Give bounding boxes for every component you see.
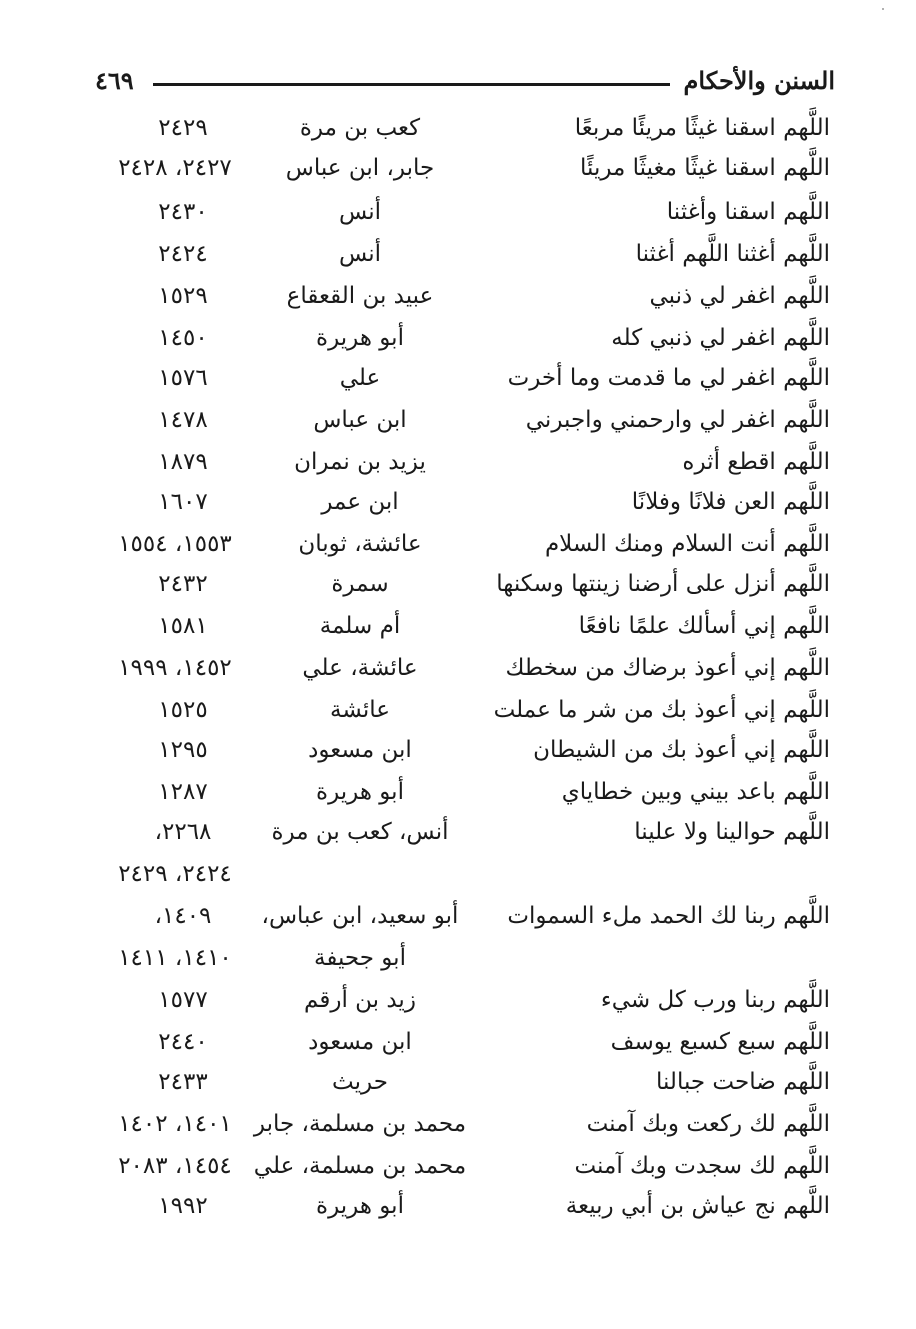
entry-refs: ١٤٥٠ [158,325,208,351]
index-entry [0,148,916,188]
entry-narrator: كعب بن مرة [299,115,421,141]
entry-refs: ٢٢٦٨، [154,819,212,845]
entry-narrator: أبو هريرة [316,1193,404,1219]
index-entry [0,482,916,522]
entry-refs: ٢٤٣٠ [158,199,208,225]
entry-narrator: حريث [332,1069,388,1095]
entry-narrator: عبيد بن القعقاع [286,283,434,309]
entry-narrator: ابن عمر [321,489,399,515]
entry-text: اللَّهم لك سجدت وبك آمنت [574,1153,830,1179]
entry-text: اللَّهم اسقنا غيثًا مغيثًا مريئًا [580,155,830,181]
entry-text: اللَّهم أنزل على أرضنا زينتها وسكنها [496,571,830,597]
entry-refs: ٢٤٢٧، ٢٤٢٨ [118,155,232,181]
entry-narrator: أنس [338,241,382,267]
entry-text: اللَّهم أغثنا اللَّهم أغثنا [635,241,830,267]
index-entry [0,980,916,1020]
entry-refs: ٢٤٢٤ [158,241,208,267]
entry-text: اللَّهم باعد بيني وبين خطاياي [561,779,830,805]
entry-refs: ١٨٧٩ [158,449,208,475]
entry-text: اللَّهم اغفر لي ذنبي [649,283,830,309]
page-header [95,66,835,106]
entry-refs: ١٤٥٤، ٢٠٨٣ [118,1153,232,1179]
index-entry [0,108,916,148]
entry-text: اللَّهم ربنا لك الحمد ملء السموات [507,903,830,929]
entry-text: اللَّهم اسقنا وأغثنا [666,199,830,225]
index-entry [0,524,916,564]
entry-refs: ١٥٧٧ [158,987,208,1013]
entry-text: اللَّهم إني أعوذ برضاك من سخطك [505,655,830,681]
entry-text: اللَّهم سبع كسبع يوسف [610,1029,830,1055]
entry-refs: ١٥٧٦ [158,365,208,391]
entry-narrator: أنس [338,199,382,225]
entry-text: اللَّهم لك ركعت وبك آمنت [586,1111,830,1137]
entry-refs: ٢٤٤٠ [158,1029,208,1055]
entry-refs: ٢٤٣٢ [158,571,208,597]
entry-narrator: أبو هريرة [316,779,404,805]
index-entry [0,854,916,894]
entry-narrator: أبو هريرة [316,325,404,351]
index-entry [0,1062,916,1102]
entry-narrator: يزيد بن نمران [294,449,426,475]
entry-narrator: ابن مسعود [308,737,412,763]
index-entry [0,648,916,688]
entry-refs: ١٥٢٥ [158,697,208,723]
index-entry [0,730,916,770]
index-entry [0,896,916,936]
entry-narrator: أبو جحيفة [314,945,406,971]
entry-refs: ٢٤٢٩ [158,115,208,141]
entry-refs: ١٥٢٩ [158,283,208,309]
entry-text: اللَّهم إني أسألك علمًا نافعًا [578,613,830,639]
index-entry [0,400,916,440]
entry-refs: ١٩٩٢ [158,1193,208,1219]
entry-refs: ١٦٠٧ [158,489,208,515]
entry-refs: ١٤٠٩، [154,903,212,929]
index-entry [0,938,916,978]
scan-speck [882,8,884,10]
index-entry [0,234,916,274]
entry-text: اللَّهم ربنا ورب كل شيء [600,987,830,1013]
entry-narrator: محمد بن مسلمة، علي [253,1153,467,1179]
entry-text: اللَّهم اغفر لي ذنبي كله [611,325,830,351]
index-entry [0,318,916,358]
entry-refs: ١٥٨١ [158,613,208,639]
index-entry [0,564,916,604]
entry-narrator: عائشة، علي [302,655,418,681]
index-entry [0,1022,916,1062]
entry-text: اللَّهم أنت السلام ومنك السلام [544,531,830,557]
entry-refs: ٢٤٢٤، ٢٤٢٩ [118,861,232,887]
entry-text: اللَّهم اغفر لي وارحمني واجبرني [525,407,830,433]
entry-narrator: أم سلمة [319,613,401,639]
entry-text: اللَّهم اقطع أثره [682,449,830,475]
index-entry [0,276,916,316]
entry-refs: ١٤٥٢، ١٩٩٩ [118,655,232,681]
entry-narrator: سمرة [331,571,389,597]
entry-refs: ٢٤٣٣ [158,1069,208,1095]
entry-refs: ١٤٧٨ [158,407,208,433]
entry-narrator: زيد بن أرقم [304,987,416,1013]
entry-refs: ١٥٥٣، ١٥٥٤ [118,531,232,557]
entry-text: اللَّهم إني أعوذ بك من شر ما عملت [493,697,830,723]
index-entry [0,690,916,730]
index-entry [0,606,916,646]
entry-narrator: أنس، كعب بن مرة [271,819,449,845]
header-rule [153,83,670,86]
entry-narrator: ابن عباس [313,407,407,433]
index-entry [0,1186,916,1226]
index-entry [0,772,916,812]
entry-narrator: جابر، ابن عباس [285,155,435,181]
entry-refs: ١٢٩٥ [158,737,208,763]
entry-text: اللَّهم حوالينا ولا علينا [634,819,830,845]
entry-narrator: علي [339,365,381,391]
entry-refs: ١٤١٠، ١٤١١ [118,945,232,971]
index-entry [0,1146,916,1186]
entry-narrator: عائشة، ثوبان [298,531,422,557]
index-entry [0,442,916,482]
entry-text: اللَّهم اغفر لي ما قدمت وما أخرت [507,365,830,391]
entry-refs: ١٢٨٧ [158,779,208,805]
page-number: ٤٦٩ [95,66,134,95]
entry-narrator: أبو سعيد، ابن عباس، [261,903,459,929]
entry-text: اللَّهم العن فلانًا وفلانًا [631,489,830,515]
index-entry [0,358,916,398]
entry-text: اللَّهم نج عياش بن أبي ربيعة [565,1193,830,1219]
index-entry [0,192,916,232]
running-title: السنن والأحكام [683,66,835,95]
entry-text: اللَّهم إني أعوذ بك من الشيطان [533,737,830,763]
entry-refs: ١٤٠١، ١٤٠٢ [118,1111,232,1137]
entry-narrator: محمد بن مسلمة، جابر [253,1111,467,1137]
index-entry [0,812,916,852]
index-entry [0,1104,916,1144]
entry-text: اللَّهم اسقنا غيثًا مريئًا مربعًا [574,115,830,141]
entry-narrator: ابن مسعود [308,1029,412,1055]
entry-narrator: عائشة [330,697,390,723]
entry-text: اللَّهم ضاحت جبالنا [655,1069,830,1095]
